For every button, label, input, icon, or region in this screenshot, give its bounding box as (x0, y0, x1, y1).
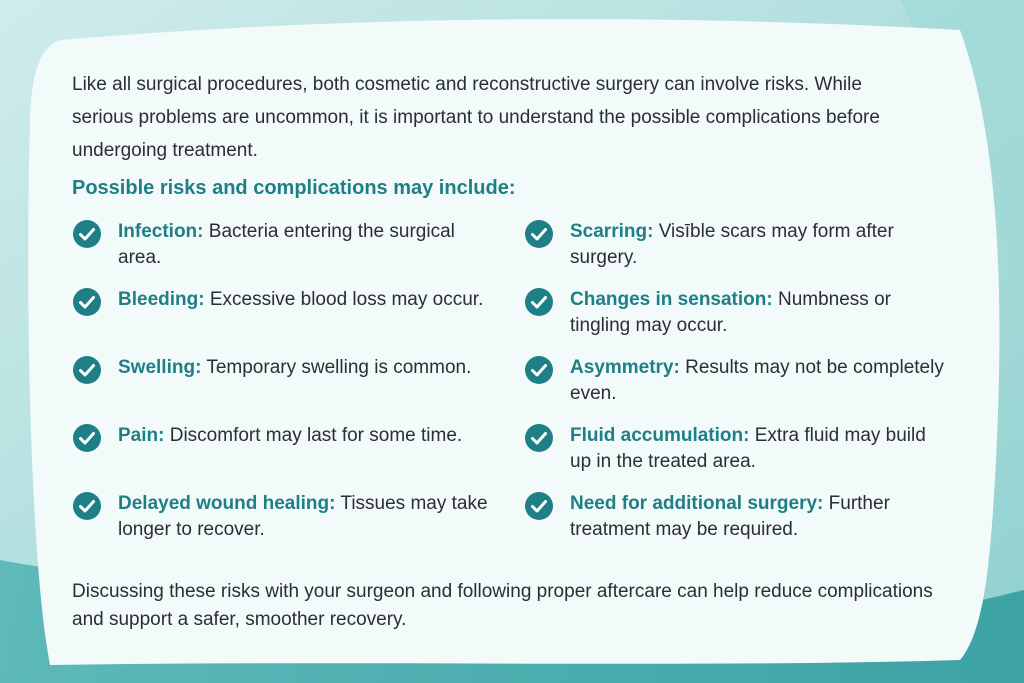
risk-item-need-for-additional-surgery (524, 489, 944, 557)
risk-item-asymmetry (524, 353, 944, 421)
check-circle-icon (72, 219, 102, 249)
check-circle-icon (524, 287, 554, 317)
article-content (72, 68, 952, 547)
risk-term: Bleeding: (118, 289, 205, 310)
risk-term: Delayed wound healing: (118, 493, 336, 514)
check-circle-icon (72, 423, 102, 453)
risk-description: Excessive blood loss may occur. (204, 289, 484, 310)
risk-term: Swelling: (118, 357, 202, 378)
risk-term: Infection: (118, 221, 204, 242)
risk-item-delayed-wound-healing (72, 489, 492, 557)
risk-description: Tissues may take longer to recover. (118, 493, 488, 540)
risks-column-right (524, 217, 944, 557)
risk-term: Need for additional surgery: (570, 493, 824, 514)
risk-description: Discomfort may last for some time. (164, 425, 463, 446)
risks-list (72, 217, 952, 547)
risk-item-bleeding (72, 285, 492, 353)
risk-description: Results may not be completely even. (570, 357, 944, 404)
closing-paragraph: Discussing these risks with your surgeon and following proper aftercare can help reduce complications and support a safer, smoother recovery. (72, 581, 933, 630)
risk-item-swelling (72, 353, 492, 421)
risk-term: Scarring: (570, 221, 654, 242)
risk-term: Pain: (118, 425, 165, 446)
check-circle-icon (524, 355, 554, 385)
risk-term: Changes in sensation: (570, 289, 773, 310)
risk-term: Asymmetry: (570, 357, 680, 378)
risk-item-fluid-accumulation (524, 421, 944, 489)
intro-paragraph: Like all surgical procedures, both cosmetic and reconstructive surgery can involve risks. While serious problems are uncommon, it is important to understand the possible complications before undergoing treatment. (72, 74, 880, 161)
risk-description: Further treatment may be required. (570, 493, 890, 540)
check-circle-icon (72, 287, 102, 317)
risk-item-pain (72, 421, 492, 489)
risk-description: Bacteria entering the surgical area. (118, 221, 455, 268)
risk-term: Fluid accumulation: (570, 425, 750, 446)
risk-description: Visīble scars may form after surgery. (570, 221, 894, 268)
check-circle-icon (524, 219, 554, 249)
check-circle-icon (524, 423, 554, 453)
risk-description: Temporary swelling is common. (201, 357, 472, 378)
risk-description: Numbness or tingling may occur. (570, 289, 891, 336)
risks-column-left (72, 217, 492, 557)
section-heading: Possible risks and complications may include: (72, 177, 516, 199)
risk-item-scarring (524, 217, 944, 285)
risk-description: Extra fluid may build up in the treated area. (570, 425, 926, 472)
check-circle-icon (524, 491, 554, 521)
check-circle-icon (72, 491, 102, 521)
risk-item-changes-in-sensation (524, 285, 944, 353)
check-circle-icon (72, 355, 102, 385)
risk-item-infection (72, 217, 492, 285)
